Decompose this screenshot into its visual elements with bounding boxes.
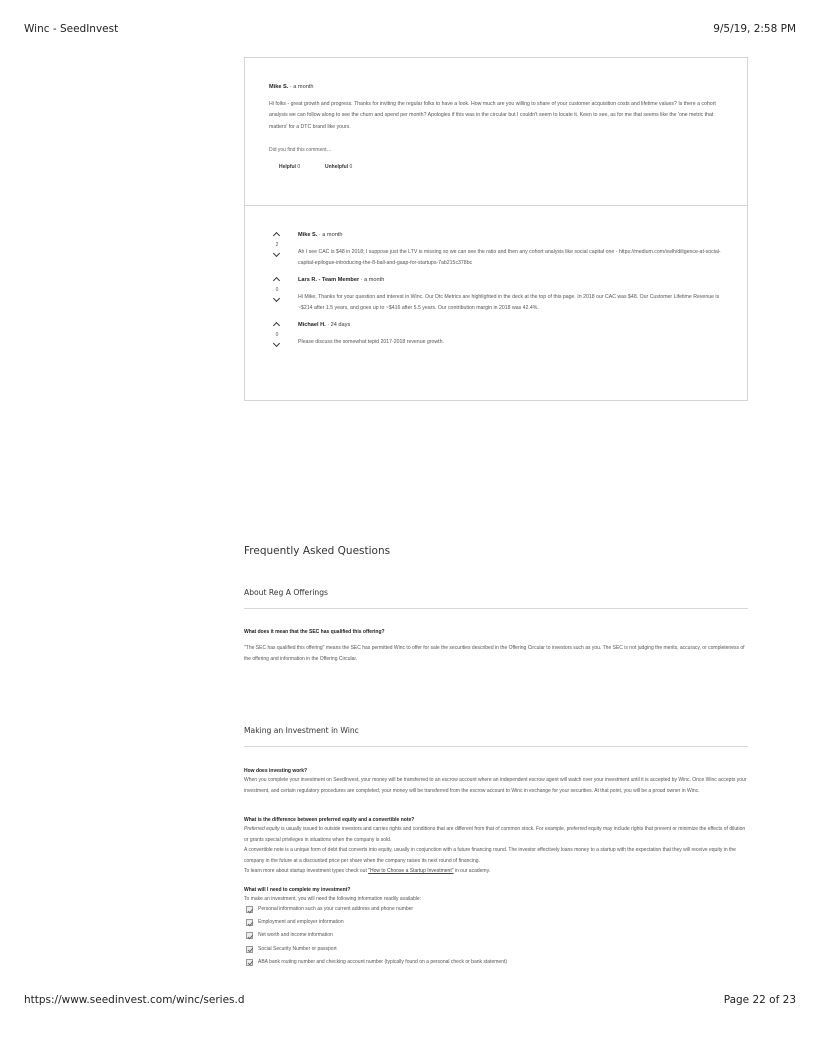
reply-role: - Team Member xyxy=(316,277,360,283)
print-url: https://www.seedinvest.com/winc/series.d xyxy=(24,994,245,1006)
comment-time: · a month xyxy=(288,84,314,90)
upvote-icon[interactable] xyxy=(271,276,283,284)
downvote-icon[interactable] xyxy=(271,251,283,259)
reply-body: Hi Mike, Thanks for your question and interest in Winc. Our Dtc Metrics are highlighted in the deck at the top of this page. In 2018 our CAC was $48. Our Customer Lifetime Revenue is ~$214 after 1.5 years, and goes up to ~$416 after 5.5 years. Our contribution margin in 2018 was 42.4%. xyxy=(298,294,720,312)
downvote-icon[interactable] xyxy=(271,296,283,304)
comment-feedback-prompt: Did you find this comment… xyxy=(269,147,332,153)
vote-control xyxy=(271,231,283,259)
section-divider xyxy=(244,746,748,747)
unhelpful-label: Unhelpful xyxy=(325,164,349,170)
reply-time: · a month xyxy=(359,277,385,283)
print-page-number: Page 22 of 23 xyxy=(723,994,796,1006)
faq-answer-line: A convertible note is a unique form of debt that converts into equity, usually in conjunction with a future financing round. The investor effectively loans money to a startup with the expectation that they will receive equity in the company in the future at a discounted price per share when the company raises its next round of financing. xyxy=(244,847,736,864)
vote-control xyxy=(271,276,283,304)
faq-term: Preferred equity xyxy=(244,826,280,832)
helpful-count: 0 xyxy=(297,164,301,170)
checkbox-icon xyxy=(246,946,253,953)
reply-author[interactable]: Mike S. xyxy=(298,232,318,238)
faq-question: What does it mean that the SEC has qualified this offering? xyxy=(244,629,385,635)
upvote-icon[interactable] xyxy=(271,321,283,329)
comment-card xyxy=(244,57,748,207)
checkbox-icon xyxy=(246,919,253,926)
reply-body: Ah I see CAC is $48 in 2018; I suppose just the LTV is missing so we can see the ratio and then any cohort analysis like social capital one - https://medium.com/swlh/diligence-at-social-capital-epilogue-introducing-the-8-ball-and-gaap-for-startups-7ab215c378bc xyxy=(298,249,721,267)
reply-author-line xyxy=(298,322,350,328)
comment-body: Hi folks - great growth and progress. Thanks for inviting the regular folks to have a look. How much are you willing to share of your customer acquisition costs and lifetime values? Is there a cohort analysis we can follow along to see the churn and spend per month? Apologies if this was in the circular but I couldn't seem to locate it. Keen to see, as for me that seems like the 'one metric that matters' for a DTC brand like yours. xyxy=(269,101,716,130)
faq-question: How does investing work? xyxy=(244,768,308,774)
faq-section-title: About Reg A Offerings xyxy=(244,588,329,597)
checkbox-icon xyxy=(246,932,253,939)
helpful-button[interactable] xyxy=(279,164,300,170)
list-item: Personal information such as your current address and phone number xyxy=(246,905,507,918)
downvote-icon[interactable] xyxy=(271,341,283,349)
helpful-label: Helpful xyxy=(279,164,296,170)
replies-card xyxy=(244,205,748,401)
faq-answer: Preferred equity is usually issued to outside investors and carries rights and conditions that are different from that of common stock. For example, preferred equity may include rights that prevent or minimize the effects of dilution or grants special privileges in situations when the company is sold. A convertible note is a unique form of debt that converts into equity, usually in conjunction with a future financing round. The investor effectively loans money to a startup with the expectation that they will receive equity in the company in the future at a discounted price per share when the company raises its next round of financing. To learn more about startup investment types check out "How to Choose a Startup Investment" in our academy. xyxy=(244,826,746,874)
comment-author-line xyxy=(269,84,313,90)
reply-author[interactable]: Michael H. xyxy=(298,322,326,328)
requirements-checklist xyxy=(246,905,507,971)
faq-answer: "The SEC has qualified this offering" means the SEC has permitted Winc to offer for sale the securities described in the Offering Circular to investors such as you. The SEC is not judging the merits, accuracy, or completeness of the offering and information in the Offering Circular. xyxy=(244,645,745,662)
section-divider xyxy=(244,608,748,609)
print-datetime: 9/5/19, 2:58 PM xyxy=(713,23,796,35)
faq-question: What will I need to complete my investment? xyxy=(244,887,351,893)
list-item: Net worth and income information xyxy=(246,931,507,944)
checkbox-icon xyxy=(246,906,253,913)
reply-body: Please discuss the somewhat tepid 2017-2018 revenue growth. xyxy=(298,339,444,345)
faq-title: Frequently Asked Questions xyxy=(244,545,391,557)
vote-count: 0 xyxy=(275,332,279,338)
list-item: Social Security Number or passport xyxy=(246,945,507,958)
unhelpful-count: 0 xyxy=(349,164,353,170)
vote-count: 2 xyxy=(275,242,279,248)
list-item: Employment and employer information xyxy=(246,918,507,931)
vote-control xyxy=(271,321,283,349)
faq-answer: When you complete your investment on SeedInvest, your money will be transferred to an escrow account where an independent escrow agent will watch over your investment until it is accepted by Winc. Once Winc accepts your investment, and certain regulatory procedures are completed, your money will be transferred from the escrow account to Winc in exchange for your securities. At that point, you will be a proud owner in Winc. xyxy=(244,777,747,794)
reply-author-line xyxy=(298,232,342,238)
upvote-icon[interactable] xyxy=(271,231,283,239)
academy-link[interactable]: "How to Choose a Startup Investment" xyxy=(368,868,454,874)
reply-author-line xyxy=(298,277,384,283)
checkbox-icon xyxy=(246,959,253,966)
comment-author[interactable]: Mike S. xyxy=(269,84,289,90)
faq-question: What is the difference between preferred equity and a convertible note? xyxy=(244,817,415,823)
reply-time: · 24 days xyxy=(325,322,351,328)
list-item: ABA bank routing number and checking account number (typically found on a personal check or bank statement) xyxy=(246,958,507,971)
faq-section-title: Making an Investment in Winc xyxy=(244,726,359,735)
reply-author[interactable]: Lars R. xyxy=(298,277,317,283)
faq-answer: To make an investment, you will need the following information readily available: xyxy=(244,896,422,902)
vote-count: 0 xyxy=(275,287,279,293)
print-title: Winc - SeedInvest xyxy=(24,23,119,35)
unhelpful-button[interactable] xyxy=(325,164,352,170)
reply-time: · a month xyxy=(317,232,343,238)
